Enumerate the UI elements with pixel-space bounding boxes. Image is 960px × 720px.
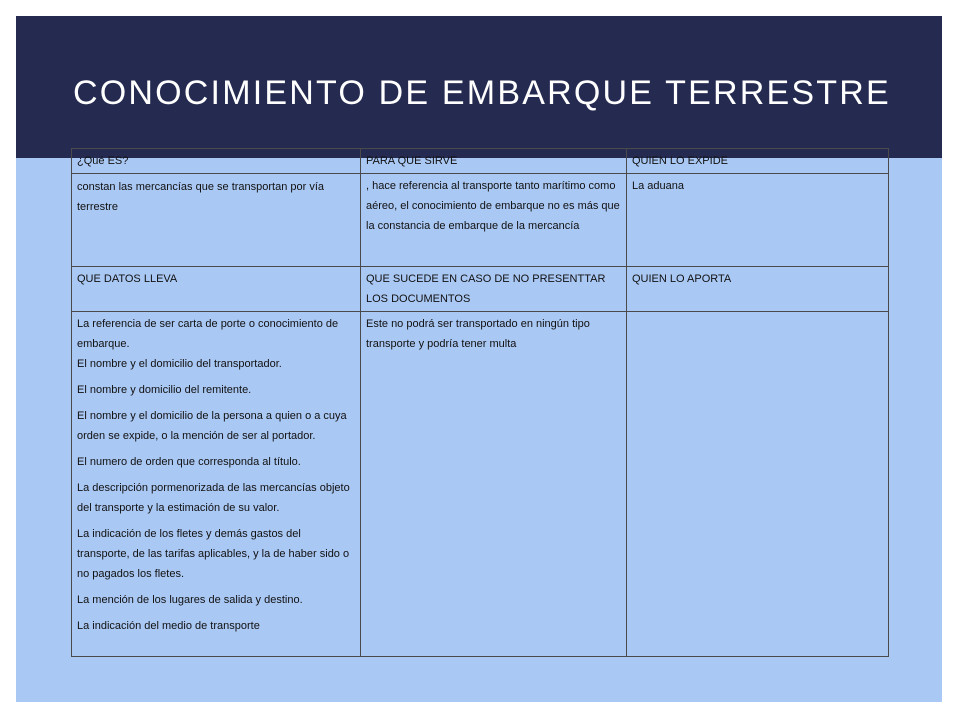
header-para-que-sirve: PARA QUE SIRVE	[361, 149, 627, 174]
datos-item	[77, 524, 355, 584]
datos-item	[77, 616, 355, 636]
slide-title: CONOCIMIENTO DE EMBARQUE TERRESTRE	[73, 74, 891, 112]
datos-item-text: La descripción pormenorizada de las mercancías objeto del transporte y la estimación de su valor.	[77, 482, 350, 514]
cell-aportante	[627, 312, 889, 657]
datos-item	[77, 590, 355, 610]
cell-que-es: constan las mercancías que se transportan por vía terrestre	[72, 174, 361, 267]
cell-que-sucede: QUE SUCEDE EN CASO DE NO PRESENTTAR LOS DOCUMENTOS	[361, 267, 627, 312]
datos-item	[77, 406, 355, 446]
cell-quien-lo-expide: La aduana	[627, 174, 889, 267]
datos-item-text: La indicación de los fletes y demás gastos del transporte, de las tarifas aplicables, y la de haber sido o no pagados los fletes.	[77, 528, 350, 580]
datos-item	[77, 452, 355, 472]
datos-item	[77, 478, 355, 518]
cell-que-datos-lleva: QUE DATOS LLEVA	[72, 267, 361, 312]
cell-quien-lo-aporta: QUIEN LO APORTA	[627, 267, 889, 312]
datos-item-text: La indicación del medio de transporte	[77, 620, 260, 632]
table-row	[72, 174, 889, 267]
title-bar	[16, 16, 942, 158]
datos-item-text: El numero de orden que corresponda al título.	[77, 456, 301, 468]
datos-item-text: El nombre y domicilio del remitente.	[77, 384, 252, 396]
header-quien-lo-expide: QUIEN LO EXPIDE	[627, 149, 889, 174]
datos-item	[77, 314, 355, 374]
datos-item	[77, 380, 355, 400]
cell-datos-list	[72, 312, 361, 657]
table-row	[72, 312, 889, 657]
datos-item-text: La referencia de ser carta de porte o conocimiento de embarque. El nombre y el domicilio del transportador.	[77, 318, 339, 370]
datos-item-text: La mención de los lugares de salida y destino.	[77, 594, 303, 606]
table-header-row	[72, 149, 889, 174]
header-que-es: ¿Qué ES?	[72, 149, 361, 174]
table-row	[72, 267, 889, 312]
info-table	[71, 148, 889, 657]
datos-item-text: El nombre y el domicilio de la persona a quien o a cuya orden se expide, o la mención de ser al portador.	[77, 410, 347, 442]
cell-consecuencia: Este no podrá ser transportado en ningún tipo transporte y podría tener multa	[361, 312, 627, 657]
cell-para-que-sirve: , hace referencia al transporte tanto marítimo como aéreo, el conocimiento de embarque no es más que la constancia de embarque de la mercancía	[361, 174, 627, 267]
